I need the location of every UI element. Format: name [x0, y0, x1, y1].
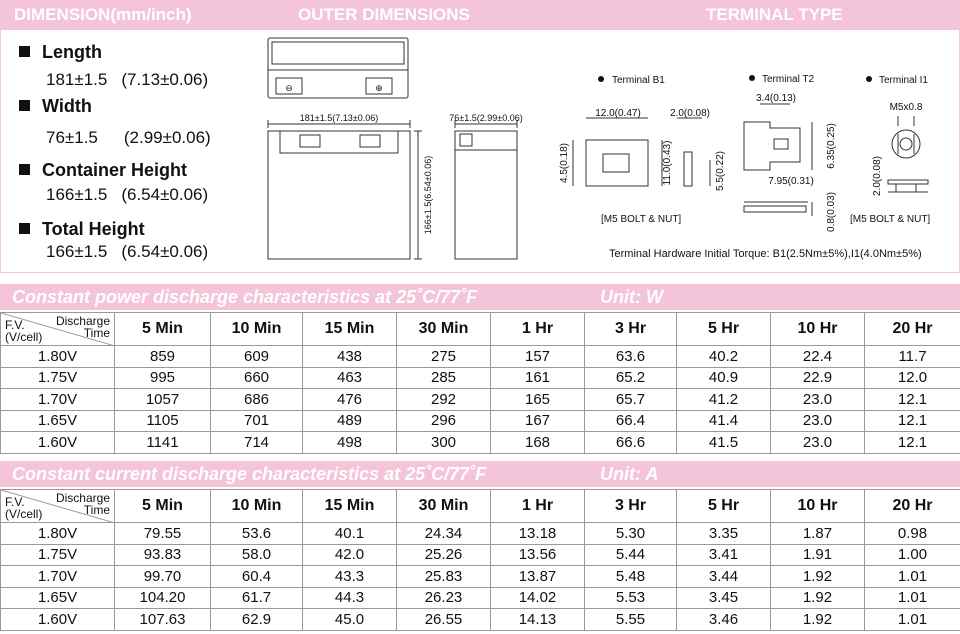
value-cell: 1.92 [771, 609, 865, 631]
value-cell: 26.55 [397, 609, 491, 631]
current-discharge-table [0, 489, 960, 631]
terminal-type-heading: TERMINAL TYPE [706, 5, 843, 24]
value-cell: 63.6 [585, 346, 677, 368]
value-cell: 99.70 [115, 566, 211, 588]
terminal-b1-drawing [573, 118, 710, 186]
value-cell: 0.98 [865, 523, 960, 545]
battery-side-view [455, 120, 517, 259]
dimension-inch: (7.13±0.06) [121, 70, 209, 89]
column-header: 15 Min [303, 490, 397, 523]
i1-note: [M5 BOLT & NUT] [850, 214, 931, 225]
value-cell: 13.56 [491, 544, 585, 566]
value-cell: 300 [397, 432, 491, 454]
table-row [1, 609, 960, 631]
dimension-label: Container Height [42, 160, 188, 180]
terminal-i1-bullet-icon [866, 76, 872, 82]
table-row [1, 410, 960, 432]
value-cell: 296 [397, 410, 491, 432]
value-cell: 41.2 [677, 389, 771, 411]
width-dimension-label: 76±1.5(2.99±0.06) [449, 113, 523, 123]
battery-front-view [268, 120, 422, 259]
value-cell: 65.7 [585, 389, 677, 411]
b1-note: [M5 BOLT & NUT] [601, 214, 682, 225]
dimension-label: Width [42, 96, 92, 116]
value-cell: 5.30 [585, 523, 677, 545]
value-cell: 714 [211, 432, 303, 454]
corner-discharge-label: Discharge Time [55, 314, 110, 340]
value-cell: 5.48 [585, 566, 677, 588]
value-cell: 1141 [115, 432, 211, 454]
value-cell: 438 [303, 346, 397, 368]
value-cell: 41.5 [677, 432, 771, 454]
value-cell: 1057 [115, 389, 211, 411]
column-header: 1 Hr [491, 490, 585, 523]
i1-height-dim: 2.0(0.08) [872, 155, 883, 197]
fv-cell: 1.75V [1, 544, 115, 566]
dimension-mm: 166±1.5 [46, 242, 108, 261]
value-cell: 285 [397, 367, 491, 389]
corner-fv-label: F.V. (V/cell) [5, 318, 43, 344]
b1-h2-dim: 11.0(0.43) [662, 140, 673, 186]
table-row [1, 367, 960, 389]
value-cell: 104.20 [115, 587, 211, 609]
power-table-header [0, 284, 960, 310]
value-cell: 13.87 [491, 566, 585, 588]
fv-cell: 1.70V [1, 566, 115, 588]
column-header: 5 Hr [677, 313, 771, 346]
value-cell: 5.55 [585, 609, 677, 631]
value-cell: 292 [397, 389, 491, 411]
corner-discharge-label: Discharge Time [55, 491, 110, 517]
column-header: 5 Min [115, 313, 211, 346]
dimension-mm: 181±1.5 [46, 70, 108, 89]
b1-gap-dim: 2.0(0.08) [669, 108, 711, 119]
section-header [0, 0, 960, 30]
value-cell: 43.3 [303, 566, 397, 588]
fv-cell: 1.80V [1, 523, 115, 545]
positive-terminal-icon: ⊕ [375, 83, 383, 93]
value-cell: 161 [491, 367, 585, 389]
outer-dimension-drawings [0, 30, 960, 273]
column-header: 10 Hr [771, 490, 865, 523]
dimension-label: Total Height [42, 219, 145, 239]
table-row [1, 523, 960, 545]
table-row [1, 587, 960, 609]
value-cell: 45.0 [303, 609, 397, 631]
value-cell: 498 [303, 432, 397, 454]
terminal-i1-drawing [888, 116, 928, 192]
power-table-unit: Unit: W [600, 287, 663, 307]
value-cell: 26.23 [397, 587, 491, 609]
t2-width-dim: 3.4(0.13) [755, 93, 797, 104]
value-cell: 1.01 [865, 609, 960, 631]
value-cell: 660 [211, 367, 303, 389]
value-cell: 40.1 [303, 523, 397, 545]
column-header: 10 Min [211, 490, 303, 523]
dimension-inch: (6.54±0.06) [121, 185, 209, 204]
value-cell: 25.26 [397, 544, 491, 566]
value-cell: 42.0 [303, 544, 397, 566]
value-cell: 1105 [115, 410, 211, 432]
height-dimension-label: 166±1.5(6.54±0.06) [423, 155, 433, 235]
value-cell: 22.4 [771, 346, 865, 368]
value-cell: 167 [491, 410, 585, 432]
column-header: 3 Hr [585, 490, 677, 523]
value-cell: 66.6 [585, 432, 677, 454]
column-header: 3 Hr [585, 313, 677, 346]
value-cell: 66.4 [585, 410, 677, 432]
value-cell: 995 [115, 367, 211, 389]
column-header: 30 Min [397, 313, 491, 346]
fv-cell: 1.80V [1, 346, 115, 368]
value-cell: 23.0 [771, 432, 865, 454]
value-cell: 165 [491, 389, 585, 411]
length-dimension-label: 181±1.5(7.13±0.06) [299, 113, 379, 123]
column-header: 20 Hr [865, 490, 960, 523]
value-cell: 79.55 [115, 523, 211, 545]
column-header: 5 Min [115, 490, 211, 523]
value-cell: 859 [115, 346, 211, 368]
value-cell: 93.83 [115, 544, 211, 566]
value-cell: 12.1 [865, 432, 960, 454]
table-row [1, 544, 960, 566]
value-cell: 1.92 [771, 566, 865, 588]
value-cell: 275 [397, 346, 491, 368]
value-cell: 12.1 [865, 410, 960, 432]
value-cell: 24.34 [397, 523, 491, 545]
corner-fv-label: F.V. (V/cell) [5, 495, 43, 521]
value-cell: 53.6 [211, 523, 303, 545]
current-table-unit: Unit: A [600, 464, 659, 484]
terminal-t2-title: Terminal T2 [762, 74, 815, 85]
fv-cell: 1.65V [1, 410, 115, 432]
dimension-heading: DIMENSION(mm/inch) [14, 5, 192, 24]
value-cell: 14.13 [491, 609, 585, 631]
t2-thickness-dim: 0.8(0.03) [826, 191, 837, 233]
table-header-row [1, 313, 960, 346]
fv-cell: 1.75V [1, 367, 115, 389]
terminal-t2-bullet-icon [749, 75, 755, 81]
column-header: 10 Hr [771, 313, 865, 346]
b1-h1-dim: 4.5(0.18) [559, 142, 570, 184]
value-cell: 41.4 [677, 410, 771, 432]
value-cell: 5.44 [585, 544, 677, 566]
value-cell: 60.4 [211, 566, 303, 588]
value-cell: 44.3 [303, 587, 397, 609]
terminal-i1-title: Terminal I1 [879, 75, 928, 86]
current-table-title: Constant current discharge characteristics at 25˚C/77˚F [12, 464, 487, 484]
dimension-mm: 76±1.5 [46, 128, 98, 147]
value-cell: 489 [303, 410, 397, 432]
fv-cell: 1.60V [1, 609, 115, 631]
fv-cell: 1.60V [1, 432, 115, 454]
column-header: 15 Min [303, 313, 397, 346]
column-header: 1 Hr [491, 313, 585, 346]
value-cell: 23.0 [771, 410, 865, 432]
value-cell: 40.9 [677, 367, 771, 389]
value-cell: 157 [491, 346, 585, 368]
value-cell: 3.44 [677, 566, 771, 588]
dimension-inch: (2.99±0.06) [123, 128, 211, 147]
value-cell: 62.9 [211, 609, 303, 631]
value-cell: 1.87 [771, 523, 865, 545]
column-header: 10 Min [211, 313, 303, 346]
column-header: 5 Hr [677, 490, 771, 523]
value-cell: 25.83 [397, 566, 491, 588]
negative-terminal-icon: ⊖ [285, 83, 293, 93]
value-cell: 168 [491, 432, 585, 454]
dimension-mm: 166±1.5 [46, 185, 108, 204]
column-header: 20 Hr [865, 313, 960, 346]
terminal-b1-title: Terminal B1 [612, 75, 665, 86]
value-cell: 463 [303, 367, 397, 389]
fv-cell: 1.70V [1, 389, 115, 411]
table-row [1, 389, 960, 411]
value-cell: 686 [211, 389, 303, 411]
power-discharge-table [0, 312, 960, 454]
value-cell: 3.45 [677, 587, 771, 609]
power-table-title: Constant power discharge characteristics at 25˚C/77˚F [12, 287, 478, 307]
value-cell: 1.00 [865, 544, 960, 566]
table-corner-cell [1, 490, 115, 523]
value-cell: 476 [303, 389, 397, 411]
value-cell: 40.2 [677, 346, 771, 368]
t2-length-dim: 7.95(0.31) [768, 176, 814, 187]
fv-cell: 1.65V [1, 587, 115, 609]
b1-width-dim: 12.0(0.47) [595, 108, 641, 119]
value-cell: 1.91 [771, 544, 865, 566]
value-cell: 22.9 [771, 367, 865, 389]
value-cell: 1.01 [865, 587, 960, 609]
table-corner-cell [1, 313, 115, 346]
value-cell: 14.02 [491, 587, 585, 609]
t2-height-dim: 6.35(0.25) [826, 123, 837, 169]
value-cell: 5.53 [585, 587, 677, 609]
value-cell: 23.0 [771, 389, 865, 411]
b1-h3-dim: 5.5(0.22) [715, 150, 726, 192]
value-cell: 65.2 [585, 367, 677, 389]
value-cell: 11.7 [865, 346, 960, 368]
value-cell: 61.7 [211, 587, 303, 609]
value-cell: 609 [211, 346, 303, 368]
value-cell: 3.46 [677, 609, 771, 631]
value-cell: 701 [211, 410, 303, 432]
value-cell: 13.18 [491, 523, 585, 545]
table-row [1, 432, 960, 454]
torque-note: Terminal Hardware Initial Torque: B1(2.5Nm±5%),I1(4.0Nm±5%) [609, 248, 922, 260]
value-cell: 3.35 [677, 523, 771, 545]
value-cell: 12.0 [865, 367, 960, 389]
table-row [1, 346, 960, 368]
dimension-inch: (6.54±0.06) [121, 242, 209, 261]
value-cell: 58.0 [211, 544, 303, 566]
value-cell: 1.01 [865, 566, 960, 588]
value-cell: 12.1 [865, 389, 960, 411]
dimension-label: Length [42, 42, 102, 62]
value-cell: 3.41 [677, 544, 771, 566]
outer-dimensions-heading: OUTER DIMENSIONS [298, 5, 470, 24]
terminal-t2-drawing [744, 104, 812, 216]
value-cell: 107.63 [115, 609, 211, 631]
table-header-row [1, 490, 960, 523]
value-cell: 1.92 [771, 587, 865, 609]
column-header: 30 Min [397, 490, 491, 523]
table-row [1, 566, 960, 588]
current-table-header [0, 461, 960, 487]
terminal-b1-bullet-icon [598, 76, 604, 82]
i1-bolt-label: M5x0.8 [889, 102, 923, 113]
